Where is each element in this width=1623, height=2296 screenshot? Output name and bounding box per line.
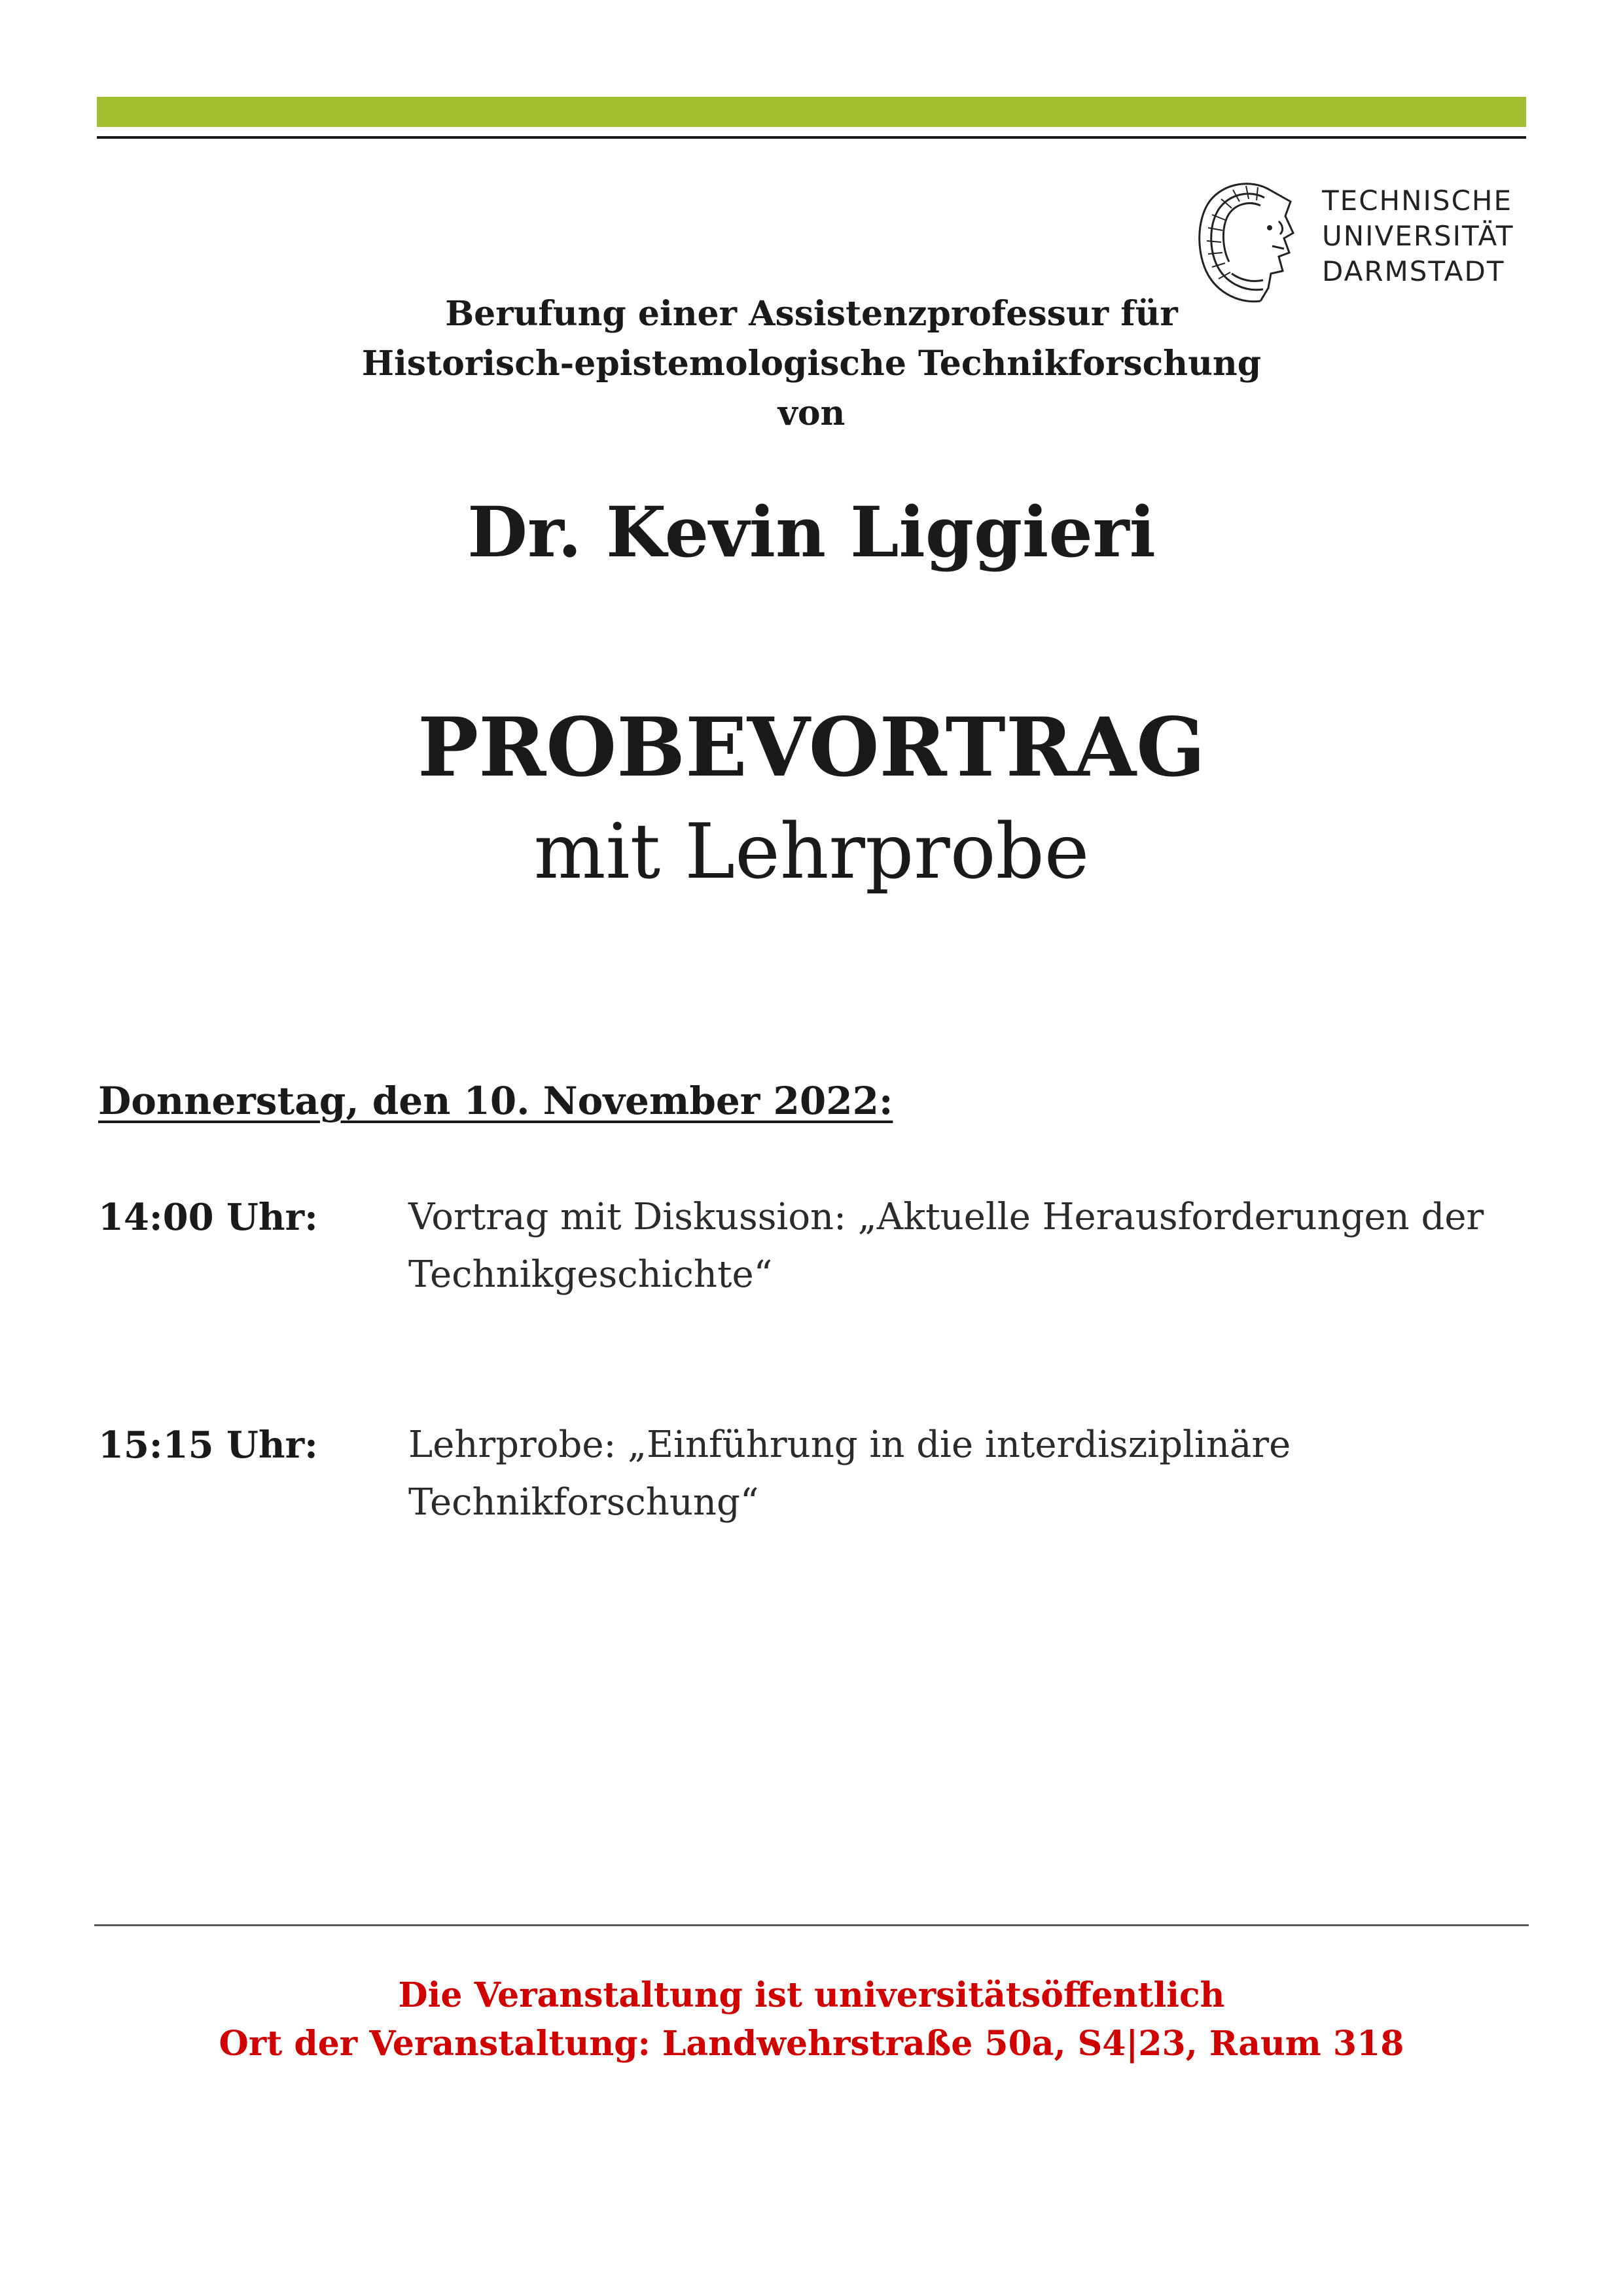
schedule-description: Vortrag mit Diskussion: „Aktuelle Herausforderungen der Technikgeschichte“ xyxy=(408,1196,1484,1296)
tu-darmstadt-logo xyxy=(1192,175,1533,308)
schedule-time: 15:15 Uhr: xyxy=(98,1424,318,1467)
event-date: Donnerstag, den 10. November 2022: xyxy=(98,1079,893,1123)
event-subtitle: mit Lehrprobe xyxy=(533,808,1090,896)
schedule-time: 14:00 Uhr: xyxy=(98,1196,318,1239)
logo-line-2: UNIVERSITÄT xyxy=(1322,220,1514,252)
event-title: PROBEVORTRAG xyxy=(418,700,1205,795)
footer-location: Ort der Veranstaltung: Landwehrstraße 50a, S4|23, Raum 318 xyxy=(219,2024,1404,2064)
header-line-3: von xyxy=(777,393,846,433)
header-rule xyxy=(97,136,1526,139)
athena-head-seal-icon xyxy=(1192,175,1297,308)
header-line-1: Berufung einer Assistenzprofessur für xyxy=(445,294,1178,334)
event-footer xyxy=(97,1971,1526,2068)
logo-wordmark xyxy=(1322,183,1514,289)
logo-line-1: TECHNISCHE xyxy=(1322,185,1513,217)
header-accent-bar xyxy=(97,97,1526,127)
footer-public-note: Die Veranstaltung ist universitätsöffentlich xyxy=(398,1975,1225,2015)
footer-divider xyxy=(94,1924,1529,1926)
schedule-description: Lehrprobe: „Einführung in die interdisziplinäre Technikforschung“ xyxy=(408,1424,1291,1524)
header-line-2: Historisch-epistemologische Technikforschung xyxy=(361,344,1262,384)
appointment-header xyxy=(97,289,1526,439)
logo-line-3: DARMSTADT xyxy=(1322,255,1505,287)
speaker-name: Dr. Kevin Liggieri xyxy=(467,491,1156,573)
